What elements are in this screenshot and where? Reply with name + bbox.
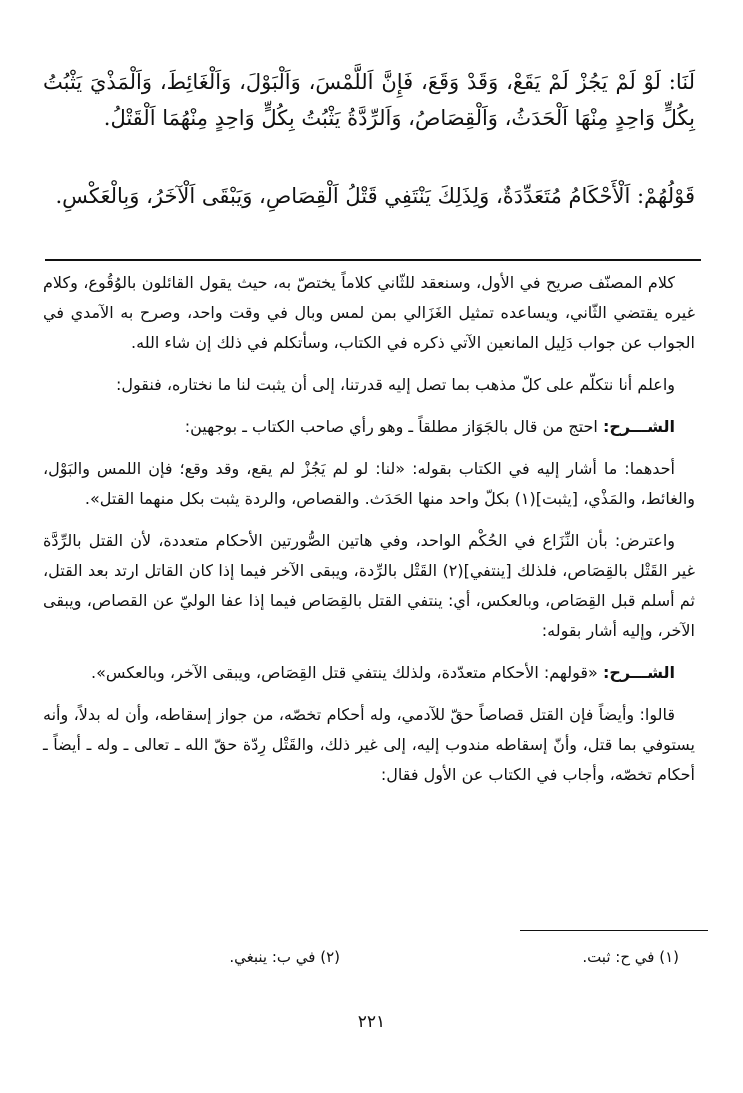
- commentary-text-block: [43, 268, 695, 790]
- page-number: ٢٢١: [357, 1012, 386, 1032]
- matn-text-block-2: [43, 178, 695, 214]
- commentary-paragraph: [43, 412, 695, 442]
- commentary-paragraph: واعترض: بأن النِّزَاع في الحُكْم الواحد، وفي هاتين الصُّورتين الأحكام متعددة، لأن القتل بالرِّدَّة غير القَتْل بالقِصَاص، فلذلك [ينتفي](٢) القَتْل بالرِّدة، ويبقى الآخر فيما إذا كان القاتل ارتد بعد القتل، ثم أسلم قبل القِصَاص، وبالعكس، أي: ينتفي القتل بالقِصَاص فيما إذا عفا الوليّ عن القصاص، ويبقى الآخر، وإليه أشار بقوله:: [43, 531, 696, 640]
- separator-rule: [45, 259, 701, 261]
- commentary-paragraph: قالوا: وأيضاً فإن القتل قصاصاً حقّ للآدمي، وله أحكام تخصّه، من جواز إسقاطه، وأن له بدلاً، وأنه يستوفي بما قتل، وأنّ إسقاطه مندوب إليه، إلى غير ذلك، والقَتْل رِدّة حقّ الله ـ تعالى ـ وله ـ أيضاً ـ أحكام تخصّه، وأجاب في الكتاب عن الأول فقال:: [43, 705, 695, 784]
- commentary-paragraph: [43, 658, 695, 688]
- commentary-text: احتج من قال بالجَوَاز مطلقاً ـ وهو رأي صاحب الكتاب ـ بوجهين:: [184, 417, 603, 436]
- sharh-label: الشـــرح:: [602, 417, 675, 436]
- matn-paragraph: قَوْلُهُمْ: اَلْأَحْكَامُ مُتَعَدِّدَةٌ، وَلِذَلِكَ يَنْتَفِي قَتْلُ اَلْقِصَاصِ، وَيَبْقَى اَلْآخَرُ، وَبِالْعَكْسِ.: [55, 184, 695, 208]
- commentary-paragraph: واعلم أنا نتكلّم على كلّ مذهب بما تصل إليه قدرتنا، إلى أن يثبت لنا ما نختاره، فنقول:: [115, 375, 675, 394]
- footnote-2: (٢) في ب: ينبغي.: [229, 948, 340, 966]
- matn-paragraph: لَنَا: لَوْ لَمْ يَجُزْ لَمْ يَقَعْ، وَقَدْ وَقَعَ، فَإِنَّ اَللَّمْسَ، وَاَلْبَوْلَ، وَاَلْغَائِطَ، وَاَلْمَذْيَ يَثْبُتُ بِكُلٍّ وَاحِدٍ مِنْهَا اَلْحَدَثُ، وَاَلْقِصَاصُ، وَاَلرِّدَّةُ يَثْبُتُ بِكُلٍّ وَاحِدٍ مِنْهُمَا اَلْقَتْلُ.: [43, 70, 695, 130]
- matn-text-block-1: [43, 64, 695, 136]
- footnotes: [43, 948, 695, 976]
- commentary-paragraph: أحدهما: ما أشار إليه في الكتاب بقوله: «لنا: لو لم يَجُزْ لم يقع، وقد وقع؛ فإن اللمس والبَوْل، والغائط، والمَذْي، [يثبت](١) بكلّ واحد منها الحَدَث. والقصاص، والردة يثبت بكل منهما القتل».: [43, 459, 695, 508]
- commentary-text: «قولهم: الأحكام متعدّدة، ولذلك ينتفي قتل القِصَاص، ويبقى الآخر، وبالعكس».: [91, 663, 603, 682]
- footnote-separator: [520, 930, 708, 931]
- footnote-1: (١) في ح: ثبت.: [582, 948, 679, 966]
- sharh-label: الشـــرح:: [602, 663, 675, 682]
- commentary-paragraph: كلام المصنّف صريح في الأول، وسنعقد للثّاني كلاماً يختصّ به، حيث يقول القائلون بالوُقُوع، وكلام غيره يقتضي الثّاني، ويساعده تمثيل الغَزَالي بمن لمس وبال في وقت واحد، وصرح به الآمدي في الجواب عن جواب دَلِيل المانعين الآتي ذكره في الكتاب، وسأتكلم في ذلك إن شاء الله.: [43, 273, 695, 352]
